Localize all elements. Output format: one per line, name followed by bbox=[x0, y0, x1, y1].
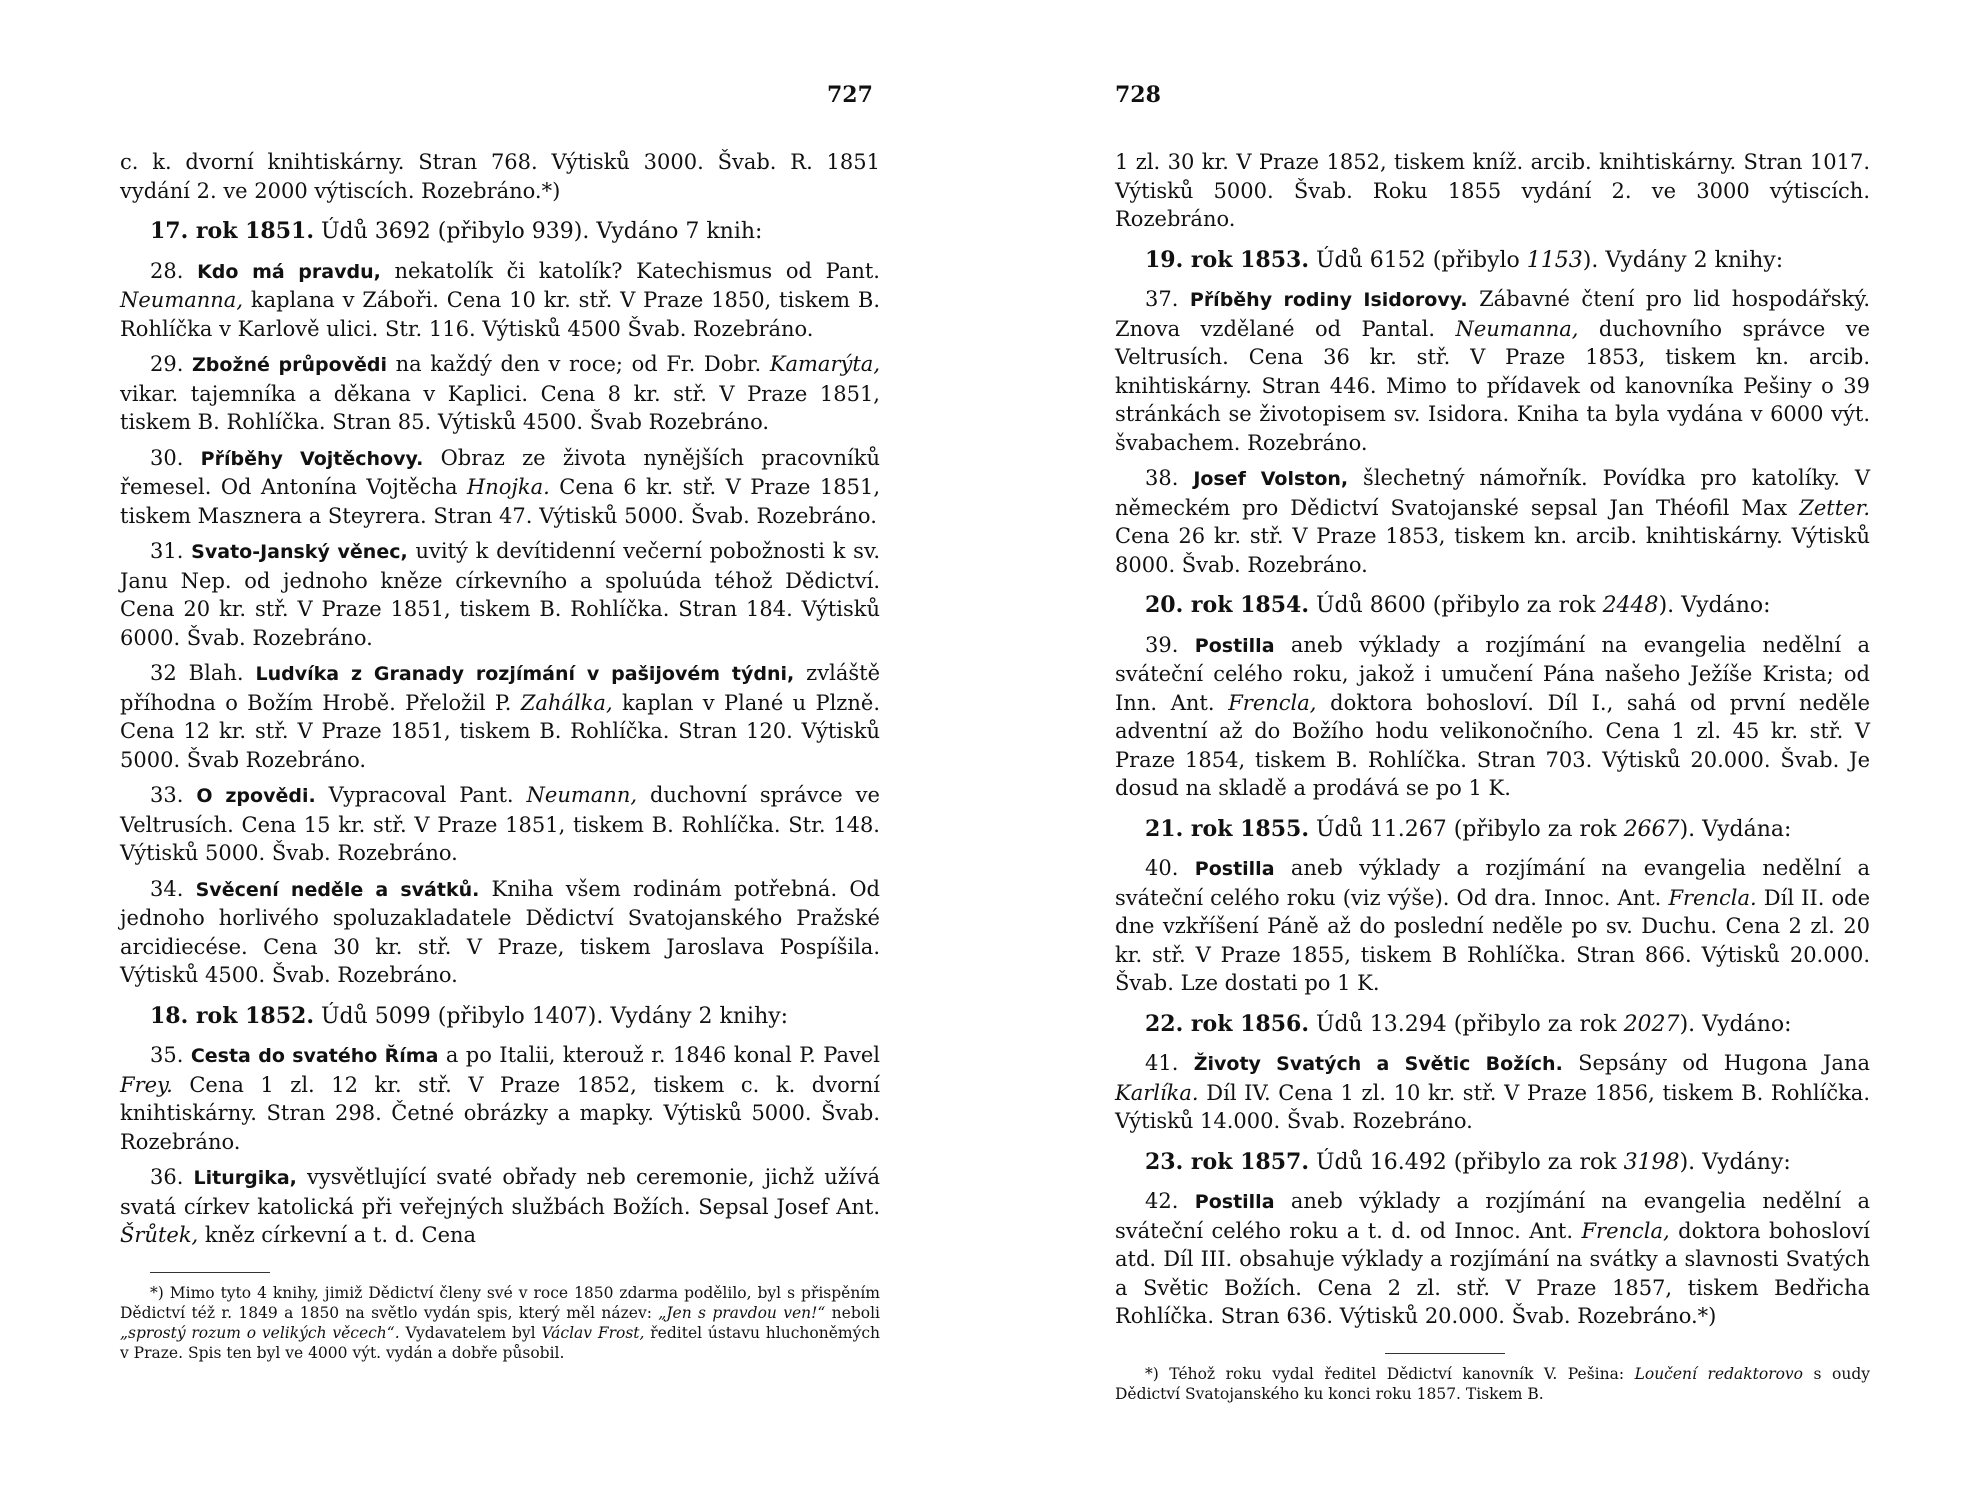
entry-title: O zpovědi. bbox=[196, 785, 316, 807]
year-heading-1854: 20. rok 1854. Údů 8600 (přibylo za rok 2448). Vydáno: bbox=[1145, 592, 1771, 618]
entry-title: Kdo má pravdu, bbox=[197, 260, 381, 283]
footnote-divider bbox=[1385, 1353, 1505, 1354]
continued-entry: 1 zl. 30 kr. V Praze 1852, tiskem kníž. arcib. knihtiskárny. Stran 1017. Výtisků 5000. Švab. Roku 1855 vydání 2. ve 3000 výtiscích. Rozebráno. bbox=[1115, 150, 1870, 231]
entry-title: Svěcení neděle a svátků. bbox=[195, 878, 480, 901]
entry-37: 37. Příběhy rodiny Isidorovy. Zábavné čtení pro lid hospodářský. Znova vzdělané od Pantal. Neumanna, duchovního správce ve Veltrusích. Cena 36 kr. stř. V Praze 1853, tiskem kn. arcib. knihtiskárny. Stran 446. Mimo to přídavek od kanovníka Pešiny o 39 stránkách se životopisem sv. Isidora. Kniha ta byla vydána v 6000 výt. švabachem. Rozebráno. bbox=[1115, 287, 1870, 455]
left-page-content bbox=[120, 148, 880, 1363]
entry-title: Svato-Janský věnec, bbox=[191, 541, 408, 563]
entry-36: 36. Liturgika, vysvětlující svaté obřady neb ceremonie, jichž užívá svatá církev katolická při veřejných službách Božích. Sepsal Josef Ant. Šrůtek, kněz církevní a t. d. Cena bbox=[120, 1165, 880, 1247]
footnote-divider bbox=[150, 1272, 270, 1273]
entry-title: Příběhy Vojtěchovy. bbox=[200, 447, 424, 470]
year-heading-1855: 21. rok 1855. Údů 11.267 (přibylo za rok 2667). Vydána: bbox=[1145, 815, 1792, 842]
entry-42: 42. Postilla aneb výklady a rozjímání na evangelia nedělní a sváteční celého roku a t. d. od Innoc. Ant. Frencla, doktora bohosloví atd. Díl III. obsahuje výklady a rozjímání na svátky a slavnosti Svatých a Světic Božích. Cena 2 zl. stř. V Praze 1857, tiskem Bedřicha Rohlíčka. Stran 636. Výtisků 20.000. Švab. Rozebráno.*) bbox=[1115, 1189, 1870, 1328]
entry-title: Zbožné průpovědi bbox=[192, 354, 388, 376]
entry-28: 28. Kdo má pravdu, nekatolík či katolík? Katechismus od Pant. Neumanna, kaplana v Záboři. Cena 10 kr. stř. V Praze 1850, tiskem B. Rohlíčka v Karlově ulici. Str. 116. Výtisků 4500 Švab. Rozebráno. bbox=[120, 258, 880, 341]
entry-title: Postilla bbox=[1194, 634, 1275, 657]
entry-title: Ludvíka z Granady rozjímání v pašijovém týdni, bbox=[255, 663, 795, 685]
entry-41: 41. Životy Svatých a Světic Božích. Sepsány od Hugona Jana Karlíka. Díl IV. Cena 1 zl. 10 kr. stř. V Praze 1856, tiskem B. Rohlíčka. Výtisků 14.000. Švab. Rozebráno. bbox=[1115, 1051, 1870, 1133]
entry-35: 35. Cesta do svatého Říma a po Italii, kterouž r. 1846 konal P. Pavel Frey. Cena 1 zl. 12 kr. stř. V Praze 1852, tiskem c. k. dvorní knihtiskárny. Stran 298. Četné obrázky a mapky. Výtisků 5000. Švab. Rozebráno. bbox=[120, 1043, 880, 1154]
entry-40: 40. Postilla aneb výklady a rozjímání na evangelia nedělní a sváteční celého roku (viz výše). Od dra. Innoc. Ant. Frencla. Díl II. ode dne vzkříšení Páně až do poslední neděle po sv. Duchu. Cena 2 zl. 20 kr. stř. V Praze 1855, tiskem B Rohlíčka. Stran 866. Výtisků 20.000. Švab. Lze dostati po 1 K. bbox=[1115, 856, 1870, 995]
entry-title: Liturgika, bbox=[193, 1167, 297, 1189]
entry-38: 38. Josef Volston, šlechetný námořník. Povídka pro katolíky. V německém pro Dědictví Svatojanské sepsal Jan Théofil Max Zetter. Cena 26 kr. stř. V Praze 1853, tiskem kn. arcib. knihtiskárny. Výtisků 8000. Švab. Rozebráno. bbox=[1115, 466, 1870, 577]
entry-31: 31. Svato-Janský věnec, uvitý k devítidenní večerní pobožnosti k sv. Janu Nep. od jednoho kněze církevního a spoluúda téhož Dědictví. Cena 20 kr. stř. V Praze 1851, tiskem B. Rohlíčka. Stran 184. Výtisků 6000. Švab. Rozebráno. bbox=[120, 539, 880, 650]
entry-34: 34. Svěcení neděle a svátků. Kniha všem rodinám potřebná. Od jednoho horlivého spoluzakladatele Dědictví Svatojanského Pražské arcidiecése. Cena 30 kr. stř. V Praze, tiskem Jaroslava Pospíšila. Výtisků 4500. Švab. Rozebráno. bbox=[120, 876, 880, 987]
year-heading-1852: 18. rok 1852. Údů 5099 (přibylo 1407). Vydány 2 knihy: bbox=[150, 1002, 789, 1029]
entry-title: Příběhy rodiny Isidorovy. bbox=[1189, 289, 1468, 311]
page-number: 728 bbox=[1115, 82, 1161, 108]
entry-32: 32 Blah. Ludvíka z Granady rozjímání v pašijovém týdni, zvláště příhodna o Božím Hrobě. Přeložil P. Zahálka, kaplan v Plané u Plzně. Cena 12 kr. stř. V Praze 1851, tiskem B. Rohlíčka. Stran 120. Výtisků 5000. Švab Rozebráno. bbox=[120, 661, 880, 772]
entry-title: Postilla bbox=[1194, 858, 1275, 880]
year-heading-1857: 23. rok 1857. Údů 16.492 (přibylo za rok 3198). Vydány: bbox=[1145, 1148, 1791, 1175]
year-heading-1851: 17. rok 1851. Údů 3692 (přibylo 939). Vydáno 7 knih: bbox=[150, 218, 763, 244]
entry-29: 29. Zbožné průpovědi na každý den v roce; od Fr. Dobr. Kamarýta, vikar. tajemníka a děkana v Kaplici. Cena 8 kr. stř. V Praze 1851, tiskem B. Rohlíčka. Stran 85. Výtisků 4500. Švab Rozebráno. bbox=[120, 352, 880, 434]
page-number: 727 bbox=[827, 82, 873, 108]
continued-entry: c. k. dvorní knihtiskárny. Stran 768. Výtisků 3000. Švab. R. 1851 vydání 2. ve 2000 výtiscích. Rozebráno.*) bbox=[120, 150, 880, 203]
entry-title: Postilla bbox=[1194, 1191, 1275, 1213]
right-page-content bbox=[1115, 148, 1870, 1404]
entry-title: Josef Volston, bbox=[1193, 468, 1349, 490]
entry-title: Životy Svatých a Světic Božích. bbox=[1193, 1053, 1563, 1075]
footnote: *) Mimo tyto 4 knihy, jimiž Dědictví členy své v roce 1850 zdarma podělilo, byl s přispěním Dědictví též r. 1849 a 1850 na světlo vydán spis, který měl název: „Jen s pravdou ven!“ neboli „sprostý rozum o velikých věcech“. Vydavatelem byl Václav Frost, ředitel ústavu hluchoněmých v Praze. Spis ten byl ve 4000 výt. vydán a dobře působil. bbox=[120, 1283, 880, 1362]
entry-33: 33. O zpovědi. Vypracoval Pant. Neumann, duchovní správce ve Veltrusích. Cena 15 kr. stř. V Praze 1851, tiskem B. Rohlíčka. Str. 148. Výtisků 5000. Švab. Rozebráno. bbox=[120, 783, 880, 865]
footnote: *) Téhož roku vydal ředitel Dědictví kanovník V. Pešina: Loučení redaktorovo s oudy Dědictví Svatojanského ku konci roku 1857. Tiskem B. bbox=[1115, 1364, 1870, 1403]
entry-30: 30. Příběhy Vojtěchovy. Obraz ze života nynějších pracovníků řemesel. Od Antonína Vojtěcha Hnojka. Cena 6 kr. stř. V Praze 1851, tiskem Masznera a Steyrera. Stran 47. Výtisků 5000. Švab. Rozebráno. bbox=[120, 445, 880, 528]
year-heading-1853: 19. rok 1853. Údů 6152 (přibylo 1153). Vydány 2 knihy: bbox=[1145, 246, 1784, 273]
entry-39: 39. Postilla aneb výklady a rozjímání na evangelia nedělní a sváteční celého roku, jakož i umučení Pána našeho Ježíše Krista; od Inn. Ant. Frencla, doktora bohosloví. Díl I., sahá od první neděle adventní až do Božího hodu velikonočního. Cena 1 zl. 45 kr. stř. V Praze 1854, tiskem B. Rohlíčka. Stran 703. Výtisků 20.000. Švab. Je dosud na skladě a prodává se po 1 K. bbox=[1115, 632, 1870, 800]
entry-title: Cesta do svatého Říma bbox=[190, 1045, 439, 1067]
year-heading-1856: 22. rok 1856. Údů 13.294 (přibylo za rok 2027). Vydáno: bbox=[1145, 1010, 1792, 1037]
